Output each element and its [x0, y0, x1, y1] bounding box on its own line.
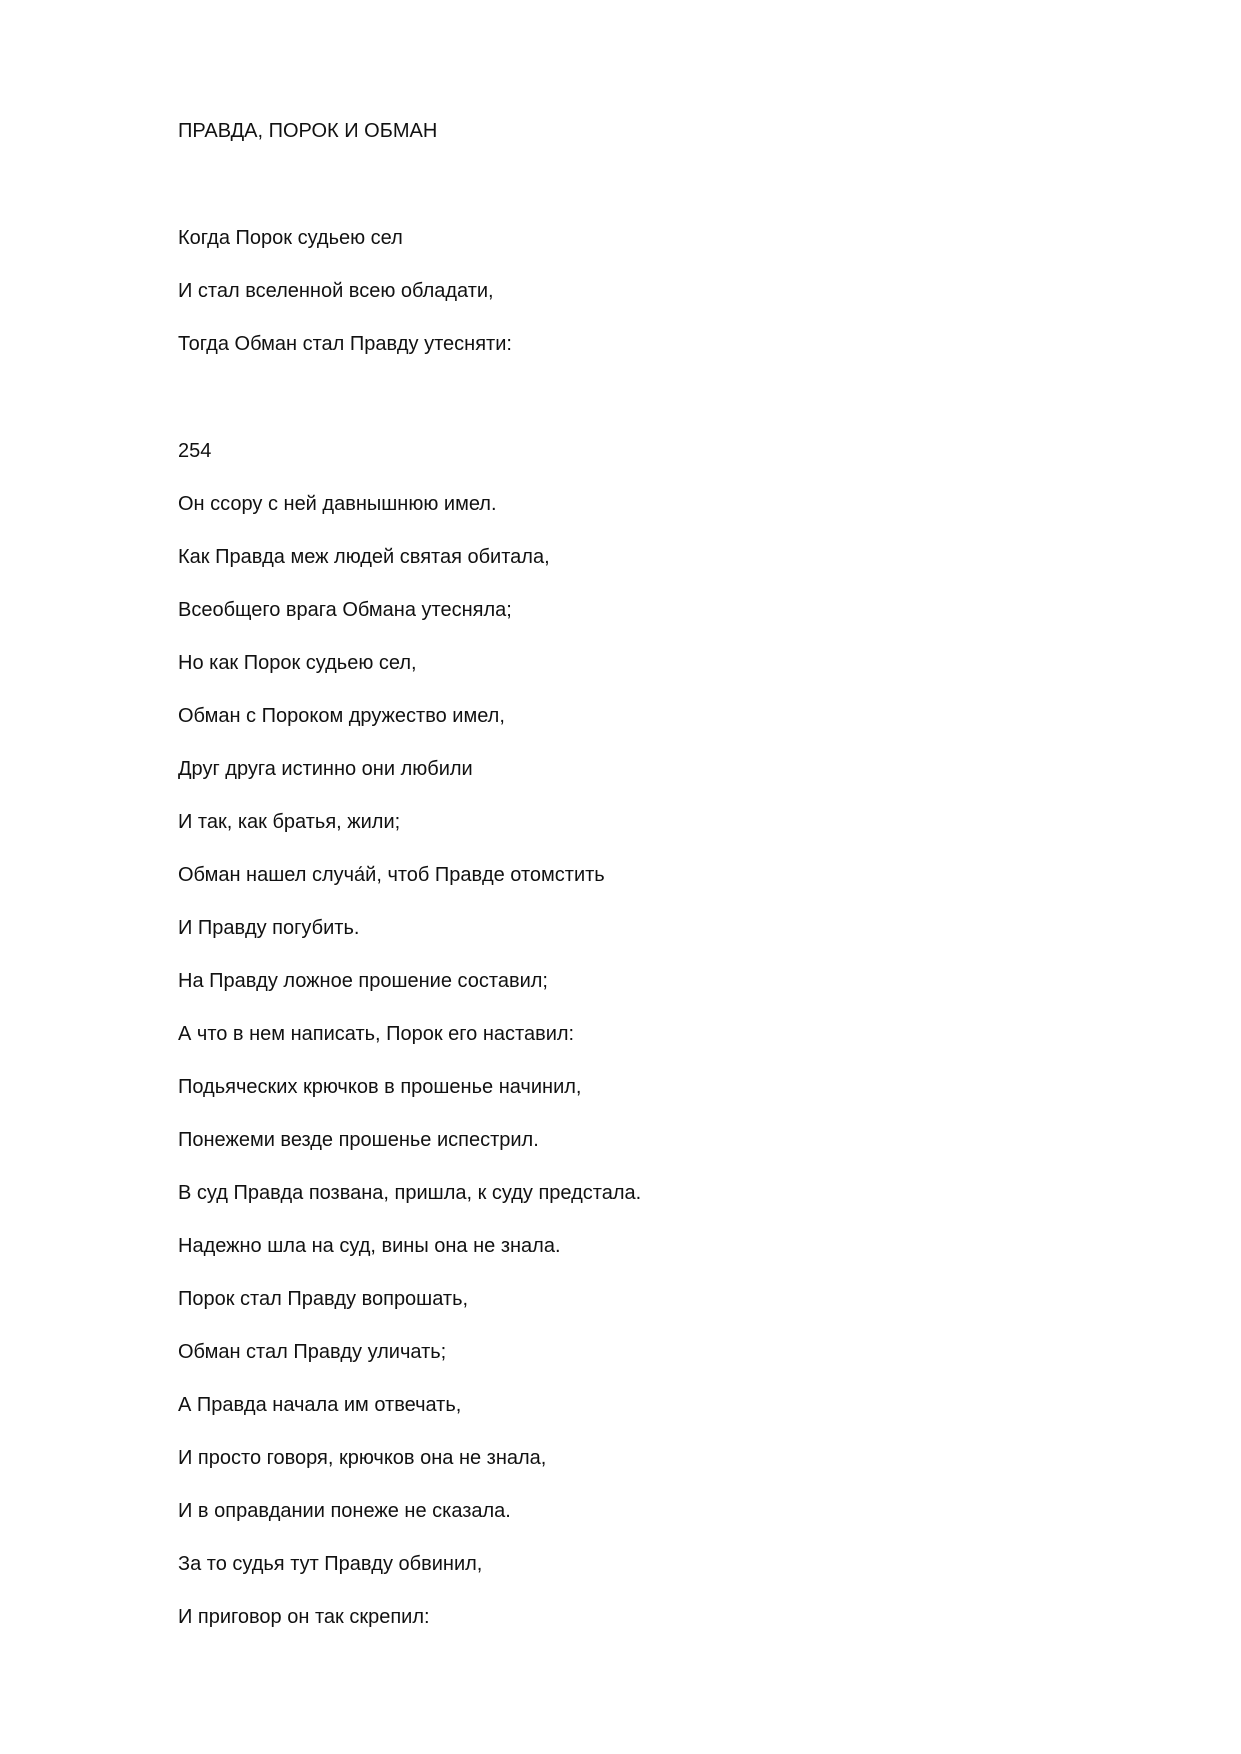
- stanza2-line-8: Обман нашел случа́й, чтоб Правде отомстить: [178, 864, 605, 886]
- stanza2-line-4: Но как Порок судьею сел,: [178, 652, 417, 674]
- stanza2-line-18: А Правда начала им отвечать,: [178, 1394, 462, 1416]
- stanza2-line-2: Как Правда меж людей святая обитала,: [178, 546, 550, 568]
- stanza2-line-7: И так, как братья, жили;: [178, 811, 401, 833]
- stanza2-line-20: И в оправдании понеже не сказала.: [178, 1500, 511, 1522]
- stanza2-line-6: Друг друга истинно они любили: [178, 758, 473, 780]
- stanza2-line-3: Всеобщего врага Обмана утесняла;: [178, 599, 512, 621]
- page-number: 254: [178, 440, 212, 462]
- stanza2-line-12: Подьяческих крючков в прошенье начинил,: [178, 1076, 582, 1098]
- poem-title: ПРАВДА, ПОРОК И ОБМАН: [178, 120, 438, 142]
- stanza2-line-11: А что в нем написать, Порок его наставил:: [178, 1023, 575, 1045]
- stanza2-line-9: И Правду погубить.: [178, 917, 360, 939]
- stanza2-line-17: Обман стал Правду уличать;: [178, 1341, 447, 1363]
- stanza2-line-21: За то судья тут Правду обвинил,: [178, 1553, 483, 1575]
- stanza2-line-5: Обман с Пороком дружество имел,: [178, 705, 505, 727]
- stanza1-line-1: Когда Порок судьею сел: [178, 227, 403, 249]
- stanza2-line-19: И просто говоря, крючков она не знала,: [178, 1447, 547, 1469]
- stanza2-line-13: Понежеми везде прошенье испестрил.: [178, 1129, 539, 1151]
- stanza1-line-2: И стал вселенной всею обладати,: [178, 280, 494, 302]
- stanza2-line-14: В суд Правда позвана, пришла, к суду предстала.: [178, 1182, 642, 1204]
- stanza2-line-22: И приговор он так скрепил:: [178, 1606, 430, 1628]
- stanza2-line-10: На Правду ложное прошение составил;: [178, 970, 548, 992]
- stanza2-line-1: Он ссору с ней давнышнюю имел.: [178, 493, 497, 515]
- stanza2-line-15: Надежно шла на суд, вины она не знала.: [178, 1235, 561, 1257]
- stanza1-line-3: Тогда Обман стал Правду утесняти:: [178, 333, 512, 355]
- stanza2-line-16: Порок стал Правду вопрошать,: [178, 1288, 469, 1310]
